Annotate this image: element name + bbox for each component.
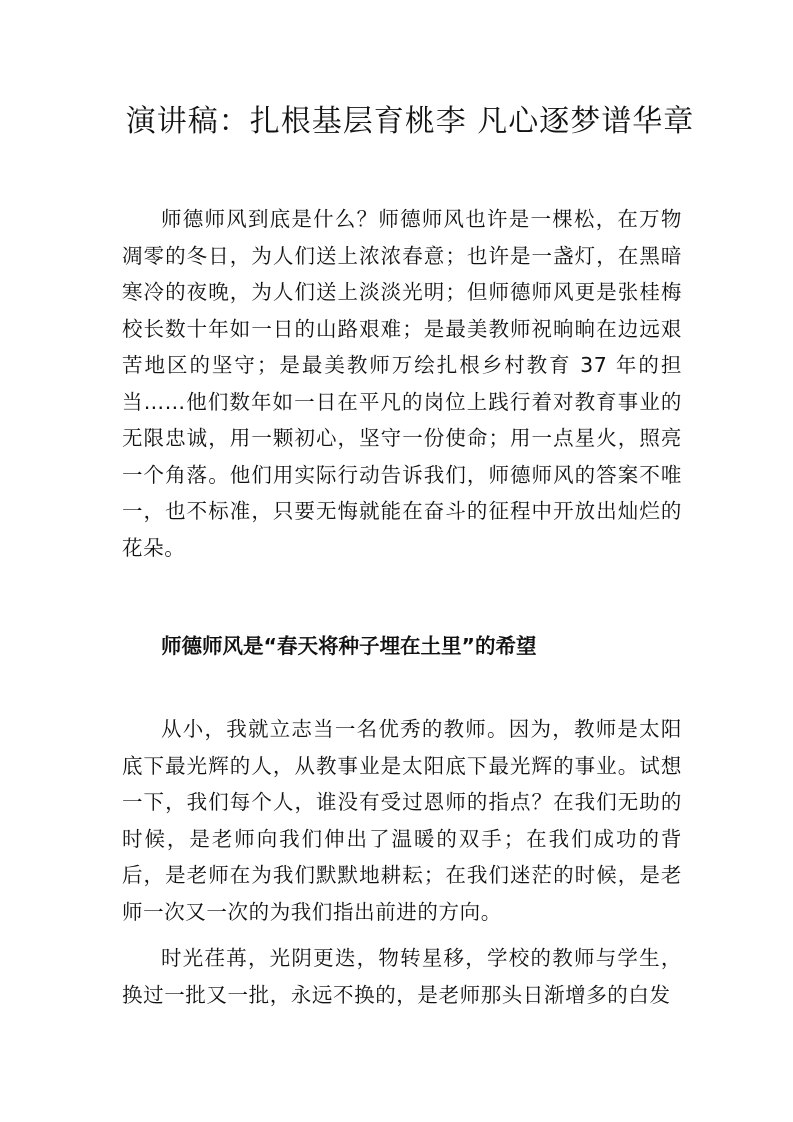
paragraph: 师德师风到底是什么？师德师风也许是一棵松，在万物凋零的冬日，为人们送上浓浓春意；也许是一盏灯，在黑暗寒冷的夜晚，为人们送上淡淡光明；但师德师风更是张桂梅校长数十年如一日的山路艰难；是最美教师祝晌晌在边远艰苦地区的坚守；是最美教师万绘扎根乡村教育 37 年的担当……他们数年如一日在平凡的岗位上践行着对教育事业的无限忠诚，用一颗初心，坚守一份使命；用一点星火，照亮一个角落。他们用实际行动告诉我们，师德师风的答案不唯一，也不标准，只要无悔就能在奋斗的征程中开放出灿烂的花朵。 [122, 207, 682, 560]
section-heading: 师德师风是“春天将种子埋在土里”的希望 [161, 634, 537, 658]
paragraph: 从小，我就立志当一名优秀的教师。因为，教师是太阳底下最光辉的人，从教事业是太阳底下最光辉的事业。试想一下，我们每个人，谁没有受过恩师的指点？在我们无助的时候，是老师向我们伸出了温暖的双手；在我们成功的背后，是老师在为我们默默地耕耘；在我们迷茫的时候，是老师一次又一次的为我们指出前进的方向。 [122, 717, 682, 924]
document-title: 演讲稿：扎根基层育桃李 凡心逐梦谱华章 [125, 104, 695, 139]
paragraph: 时光荏苒，光阴更迭，物转星移，学校的教师与学生，换过一批又一批，永远不换的，是老师那头日渐增多的白发 [122, 946, 682, 1007]
